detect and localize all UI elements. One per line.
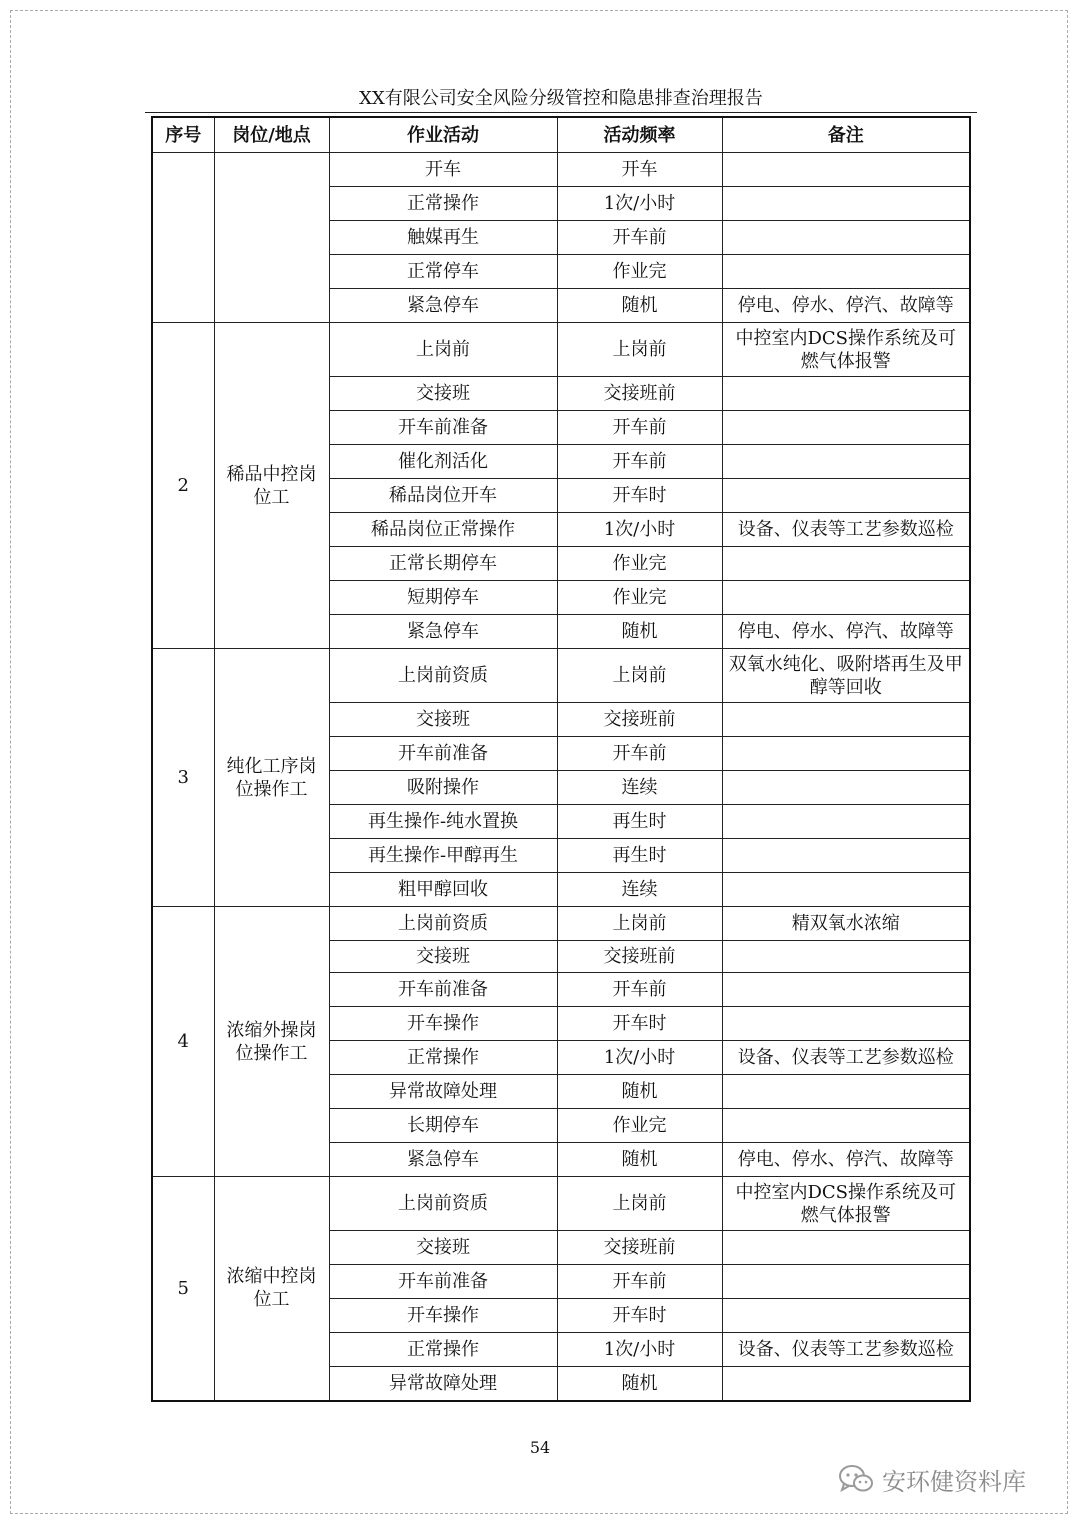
note-cell bbox=[722, 1367, 970, 1401]
frequency-cell: 随机 bbox=[557, 615, 722, 649]
frequency-cell: 作业完 bbox=[557, 255, 722, 289]
frequency-cell: 再生时 bbox=[557, 839, 722, 873]
frequency-cell: 作业完 bbox=[557, 1109, 722, 1143]
frequency-cell: 开车前 bbox=[557, 737, 722, 771]
frequency-cell: 随机 bbox=[557, 289, 722, 323]
frequency-cell: 作业完 bbox=[557, 581, 722, 615]
note-cell bbox=[722, 873, 970, 907]
frequency-cell: 开车前 bbox=[557, 973, 722, 1007]
watermark-text: 安环健资料库 bbox=[882, 1467, 1026, 1496]
note-cell bbox=[722, 445, 970, 479]
post-cell: 纯化工序岗位操作工 bbox=[214, 649, 329, 907]
note-cell bbox=[722, 1109, 970, 1143]
activity-cell: 开车 bbox=[329, 153, 557, 187]
frequency-cell: 连续 bbox=[557, 771, 722, 805]
frequency-cell: 开车前 bbox=[557, 445, 722, 479]
activity-cell: 上岗前资质 bbox=[329, 649, 557, 703]
table-header-row bbox=[152, 117, 970, 153]
activity-cell: 紧急停车 bbox=[329, 1143, 557, 1177]
table-row bbox=[152, 323, 970, 377]
note-cell bbox=[722, 255, 970, 289]
frequency-cell: 上岗前 bbox=[557, 907, 722, 941]
post-cell: 稀品中控岗位工 bbox=[214, 323, 329, 649]
note-cell bbox=[722, 1007, 970, 1041]
note-cell bbox=[722, 1299, 970, 1333]
seq-cell: 4 bbox=[152, 907, 214, 1177]
note-cell bbox=[722, 839, 970, 873]
frequency-cell: 开车时 bbox=[557, 479, 722, 513]
note-cell: 停电、停水、停汽、故障等 bbox=[722, 615, 970, 649]
frequency-cell: 开车时 bbox=[557, 1007, 722, 1041]
table-row bbox=[152, 649, 970, 703]
frequency-cell: 1次/小时 bbox=[557, 1041, 722, 1075]
seq-cell: 2 bbox=[152, 323, 214, 649]
activity-cell: 交接班 bbox=[329, 703, 557, 737]
activity-cell: 稀品岗位开车 bbox=[329, 479, 557, 513]
note-cell bbox=[722, 703, 970, 737]
activity-cell: 吸附操作 bbox=[329, 771, 557, 805]
activity-cell: 异常故障处理 bbox=[329, 1367, 557, 1401]
activity-cell: 开车操作 bbox=[329, 1007, 557, 1041]
column-header-note: 备注 bbox=[722, 117, 970, 153]
activity-cell: 正常停车 bbox=[329, 255, 557, 289]
column-header-post: 岗位/地点 bbox=[214, 117, 329, 153]
frequency-cell: 交接班前 bbox=[557, 377, 722, 411]
column-header-activity: 作业活动 bbox=[329, 117, 557, 153]
note-cell bbox=[722, 1265, 970, 1299]
activity-cell: 触媒再生 bbox=[329, 221, 557, 255]
activity-cell: 上岗前 bbox=[329, 323, 557, 377]
activity-cell: 紧急停车 bbox=[329, 615, 557, 649]
frequency-cell: 交接班前 bbox=[557, 1231, 722, 1265]
note-cell: 中控室内DCS操作系统及可燃气体报警 bbox=[722, 323, 970, 377]
frequency-cell: 上岗前 bbox=[557, 1177, 722, 1231]
activity-cell: 长期停车 bbox=[329, 1109, 557, 1143]
note-cell bbox=[722, 941, 970, 973]
note-cell bbox=[722, 377, 970, 411]
note-cell: 设备、仪表等工艺参数巡检 bbox=[722, 1041, 970, 1075]
frequency-cell: 上岗前 bbox=[557, 649, 722, 703]
frequency-cell: 作业完 bbox=[557, 547, 722, 581]
note-cell bbox=[722, 411, 970, 445]
activity-cell: 再生操作-纯水置换 bbox=[329, 805, 557, 839]
seq-cell: 5 bbox=[152, 1177, 214, 1401]
note-cell bbox=[722, 771, 970, 805]
activity-cell: 上岗前资质 bbox=[329, 907, 557, 941]
activity-cell: 交接班 bbox=[329, 377, 557, 411]
note-cell: 停电、停水、停汽、故障等 bbox=[722, 289, 970, 323]
frequency-cell: 交接班前 bbox=[557, 941, 722, 973]
activity-cell: 交接班 bbox=[329, 1231, 557, 1265]
activity-cell: 短期停车 bbox=[329, 581, 557, 615]
activity-cell: 开车前准备 bbox=[329, 737, 557, 771]
activity-cell: 正常操作 bbox=[329, 187, 557, 221]
activity-cell: 正常操作 bbox=[329, 1041, 557, 1075]
frequency-cell: 开车时 bbox=[557, 1299, 722, 1333]
frequency-cell: 开车前 bbox=[557, 221, 722, 255]
seq-cell: 3 bbox=[152, 649, 214, 907]
note-cell bbox=[722, 737, 970, 771]
activity-cell: 上岗前资质 bbox=[329, 1177, 557, 1231]
activity-cell: 再生操作-甲醇再生 bbox=[329, 839, 557, 873]
activity-cell: 异常故障处理 bbox=[329, 1075, 557, 1109]
note-cell: 设备、仪表等工艺参数巡检 bbox=[722, 1333, 970, 1367]
note-cell: 设备、仪表等工艺参数巡检 bbox=[722, 513, 970, 547]
note-cell bbox=[722, 221, 970, 255]
wechat-icon bbox=[838, 1464, 874, 1494]
header-rule bbox=[145, 112, 977, 113]
frequency-cell: 上岗前 bbox=[557, 323, 722, 377]
note-cell bbox=[722, 1231, 970, 1265]
frequency-cell: 交接班前 bbox=[557, 703, 722, 737]
post-cell: 浓缩中控岗位工 bbox=[214, 1177, 329, 1401]
note-cell: 双氧水纯化、吸附塔再生及甲醇等回收 bbox=[722, 649, 970, 703]
note-cell: 中控室内DCS操作系统及可燃气体报警 bbox=[722, 1177, 970, 1231]
document-header: XX有限公司安全风险分级管控和隐患排查治理报告 bbox=[359, 88, 763, 109]
activity-cell: 粗甲醇回收 bbox=[329, 873, 557, 907]
table-row bbox=[152, 1177, 970, 1231]
column-header-frequency: 活动频率 bbox=[557, 117, 722, 153]
activity-cell: 紧急停车 bbox=[329, 289, 557, 323]
activity-cell: 开车前准备 bbox=[329, 973, 557, 1007]
post-cell: 浓缩外操岗位操作工 bbox=[214, 907, 329, 1177]
note-cell: 停电、停水、停汽、故障等 bbox=[722, 1143, 970, 1177]
activity-cell: 交接班 bbox=[329, 941, 557, 973]
note-cell bbox=[722, 581, 970, 615]
frequency-cell: 开车前 bbox=[557, 411, 722, 445]
activity-cell: 正常长期停车 bbox=[329, 547, 557, 581]
note-cell bbox=[722, 1075, 970, 1109]
note-cell bbox=[722, 547, 970, 581]
table-row bbox=[152, 153, 970, 187]
activity-cell: 开车前准备 bbox=[329, 411, 557, 445]
frequency-cell: 随机 bbox=[557, 1143, 722, 1177]
post-cell bbox=[214, 153, 329, 323]
note-cell bbox=[722, 973, 970, 1007]
note-cell bbox=[722, 153, 970, 187]
activity-cell: 稀品岗位正常操作 bbox=[329, 513, 557, 547]
column-header-seq: 序号 bbox=[152, 117, 214, 153]
frequency-cell: 开车 bbox=[557, 153, 722, 187]
note-cell bbox=[722, 479, 970, 513]
activity-cell: 开车操作 bbox=[329, 1299, 557, 1333]
risk-activity-table bbox=[151, 116, 971, 1402]
frequency-cell: 1次/小时 bbox=[557, 513, 722, 547]
activity-cell: 催化剂活化 bbox=[329, 445, 557, 479]
frequency-cell: 随机 bbox=[557, 1075, 722, 1109]
note-cell bbox=[722, 805, 970, 839]
frequency-cell: 1次/小时 bbox=[557, 187, 722, 221]
table-row bbox=[152, 907, 970, 941]
note-cell bbox=[722, 187, 970, 221]
frequency-cell: 随机 bbox=[557, 1367, 722, 1401]
note-cell: 精双氧水浓缩 bbox=[722, 907, 970, 941]
frequency-cell: 1次/小时 bbox=[557, 1333, 722, 1367]
activity-cell: 开车前准备 bbox=[329, 1265, 557, 1299]
frequency-cell: 再生时 bbox=[557, 805, 722, 839]
frequency-cell: 开车前 bbox=[557, 1265, 722, 1299]
watermark bbox=[838, 1462, 1026, 1496]
frequency-cell: 连续 bbox=[557, 873, 722, 907]
page-number: 54 bbox=[529, 1438, 551, 1457]
activity-cell: 正常操作 bbox=[329, 1333, 557, 1367]
